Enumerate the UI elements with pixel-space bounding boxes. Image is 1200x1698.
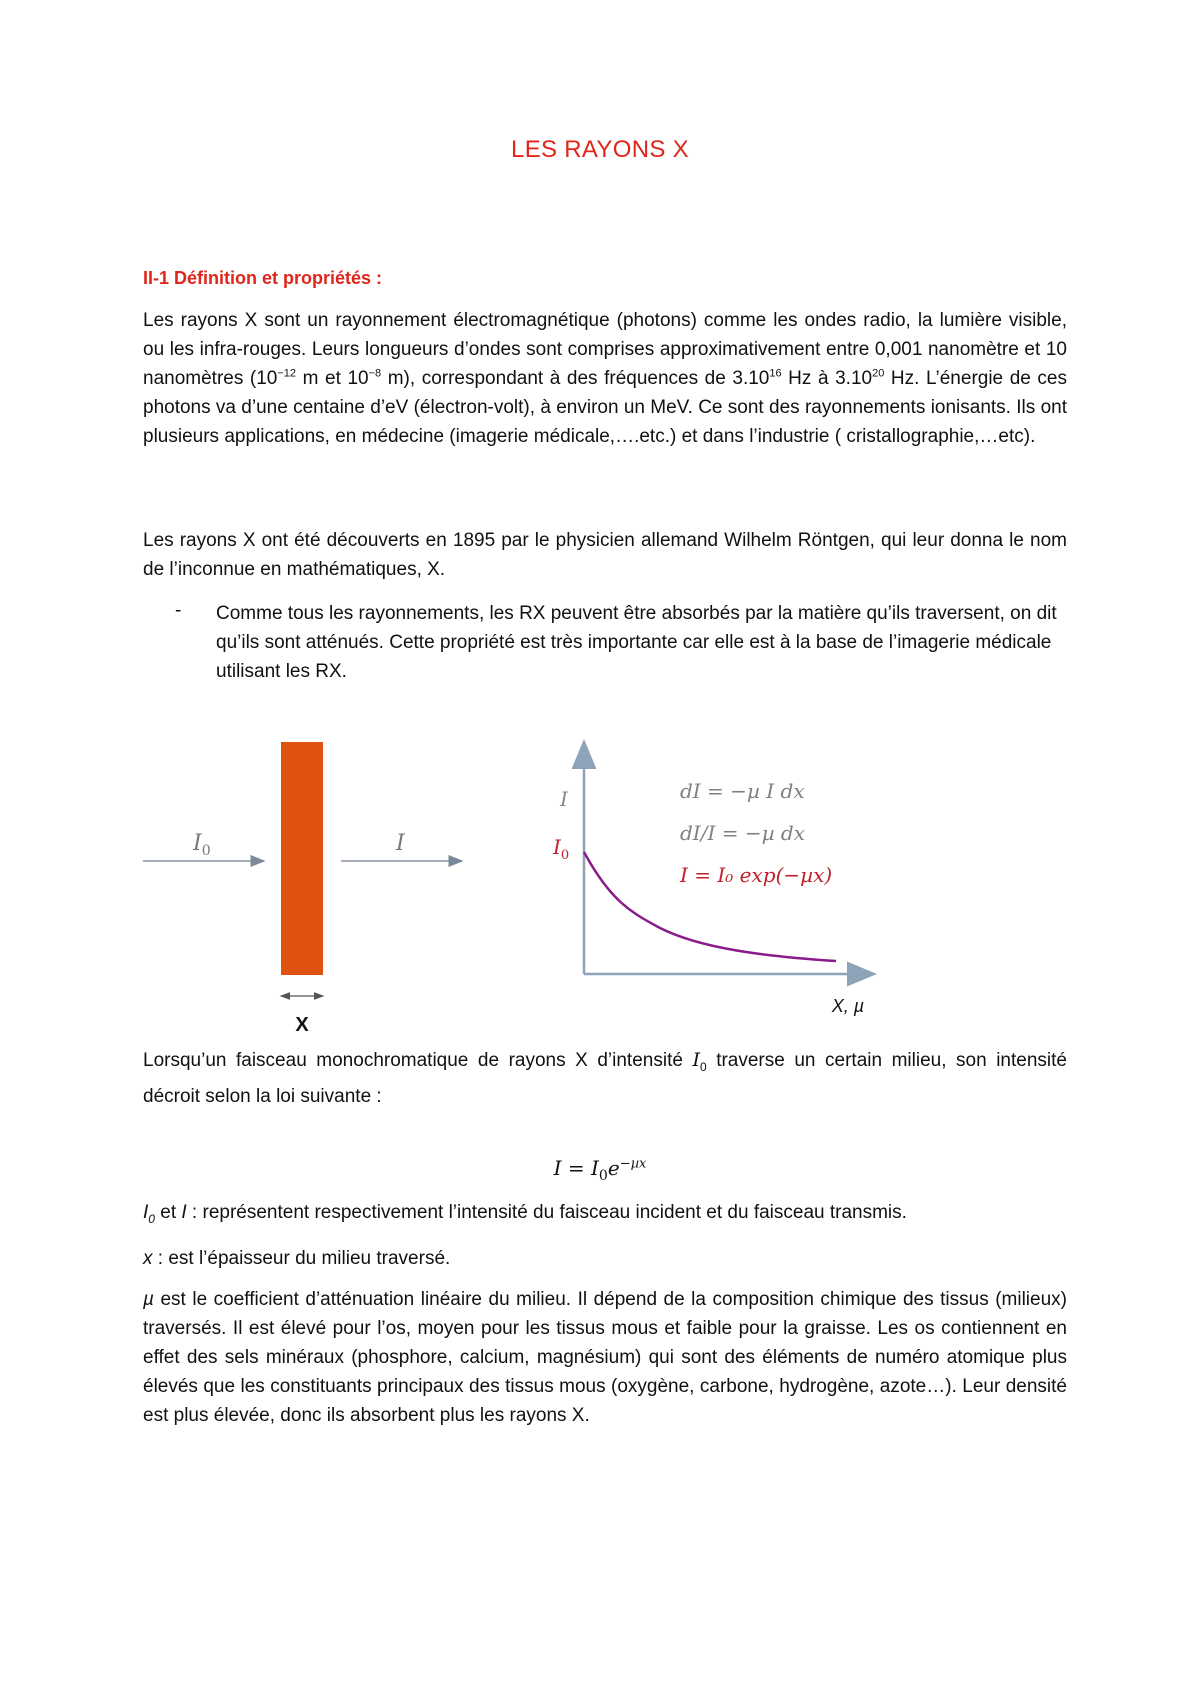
definition-thickness: x : est l’épaisseur du milieu traversé.	[143, 1248, 451, 1269]
absorbing-slab	[281, 742, 323, 975]
equation-exponential: I = I₀ exp(−µx)	[680, 863, 833, 887]
equation-differential: dI = −µ I dx	[680, 779, 805, 803]
bullet-attenuation: Comme tous les rayonnements, les RX peuvent être absorbés par la matière qu’ils traversent, on dit qu’ils sont atténués. Cette propriété est très importante car elle est à la base de l’imagerie médicale utilisant les RX.	[216, 603, 1057, 682]
paragraph-definition: Les rayons X sont un rayonnement électromagnétique (photons) comme les ondes radio, la lumière visible, ou les infra-rouges. Leurs longueurs d’ondes sont comprises approximativement entre 0,001 nanomètre et 10 nanomètres ($10^{-12}$ m et $10^{-8}$ m), correspondant à des fréquences de 3.10$^{16}$ Hz à 3.10$^{20}$ Hz. L’énergie de ces photons va d’une centaine d’eV (électron-volt), à environ un MeV. Ce sont des rayonnements ionisants. Ils ont plusieurs applications, en médecine (imagerie médicale,….etc.) et dans l’industrie ( cristallographie,…etc).	[143, 310, 1067, 447]
y-intercept-label: $I_0$	[553, 835, 570, 863]
definition-attenuation-coefficient: µ est le coefficient d’atténuation linéaire du milieu. Il dépend de la composition chimique des tissus (milieux) traversés. Il est élevé pour l’os, moyen pour les tissus mous et faible pour la graisse. Les os contiennent en effet des sels minéraux (phosphore, calcium, magnésium) qui sont des éléments de numéro atomique plus élevés que les constituants principaux des tissus mous (oxygène, carbone, hydrogène, azote…). Leur densité est plus élevée, donc ils absorbent plus les rayons X.	[143, 1289, 1067, 1426]
definition-intensities: $I_0$ et I : représentent respectivement l’intensité du faisceau incident et du faisceau transmis.	[143, 1202, 907, 1226]
incident-intensity-label: $I_0$	[193, 831, 211, 859]
equation-ratio: dI/I = −µ dx	[680, 821, 806, 845]
bullet-dash: -	[175, 600, 182, 621]
page-title: LES RAYONS X	[511, 136, 689, 163]
paragraph-beam-law: Lorsqu’un faisceau monochromatique de rayons X d’intensité $I_0$ traverse un certain milieu, son intensité décroit selon la loi suivante :	[143, 1049, 1067, 1107]
attenuation-formula: $I = I_0e^{-\mu x}$	[553, 1156, 647, 1184]
thickness-label: X	[295, 1014, 309, 1036]
section-heading: II-1 Définition et propriétés :	[143, 268, 383, 288]
transmitted-intensity-label: I	[396, 831, 405, 856]
y-axis-label: I	[560, 787, 568, 811]
paragraph-discovery: Les rayons X ont été découverts en 1895 par le physicien allemand Wilhelm Röntgen, qui leur donna le nom de l’inconnue en mathématiques, X.	[143, 530, 1067, 580]
x-axis-label: X, µ	[831, 996, 865, 1016]
